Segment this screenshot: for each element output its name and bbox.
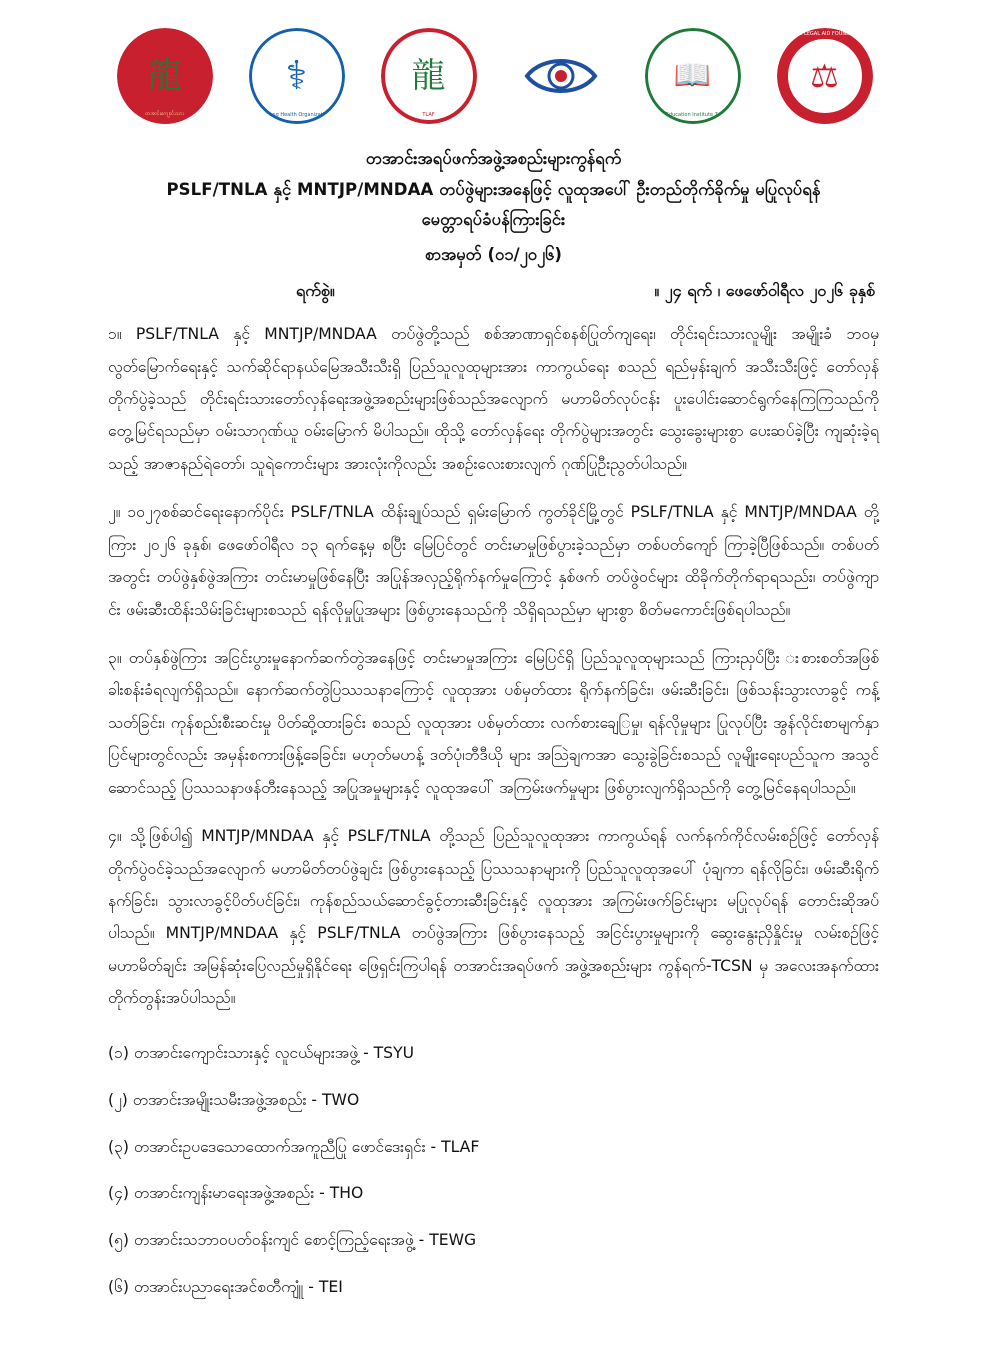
- open-book-icon: 📖: [673, 58, 712, 93]
- logo-caption: Ta'ang Education Institute 7.6.2017: [648, 112, 737, 118]
- date-row: [108, 280, 879, 304]
- paragraph-2: ၂။ ၁၀၂၇စစ်ဆင်ရေးနောက်ပိုင်း PSLF/TNLA ထိန်းချုပ်သည် ရှမ်းမြောက် ကွတ်ခိုင်မြို့တွင် PSLF/TNLA နှင့် MNTJP/MNDAA တို့ကြား ၂၀၂၆ ခုနှစ်၊ ဖေဖော်ဝါရီလ ၁၃ ရက်နေ့မှ စပြီး မြေပြင်တွင် တင်းမာမှုဖြစ်ပွားခဲ့သည်မှာ တစ်ပတ်ကျော် ကြာခဲ့ပြီဖြစ်သည်။ တစ်ပတ်အတွင်း တပ်ဖွဲနှစ်ဖွဲအကြား တင်းမာမှုဖြစ်နေပြီး အပြုန်အလှည့်ရိုက်နက်မှုကြောင့် နှစ်ဖက် တပ်ဖွဲဝင်များ ထိခိုက်တိုက်ရာရသည်း၊ တပ်ဖွဲကျာင်း ဖမ်းဆီးထိန်းသိမ်းခြင်းများစသည် ရန်လိုမှုပြုအများ ဖြစ်ပွားနေသည်ကို သိရှိရသည်မှာ များစွာ စိတ်မကောင်းဖြစ်ရပါသည်။: [108, 503, 879, 619]
- caduceus-icon: ⚕: [285, 53, 308, 99]
- logo-inner: [126, 37, 204, 115]
- page-title-line-3: မေတ္တာရပ်ခံပန်ကြားခြင်း: [421, 210, 566, 230]
- tlaf-logo: [381, 28, 477, 124]
- logo-inner: [654, 37, 732, 115]
- page-title-line-2: PSLF/TNLA နှင့် MNTJP/MNDAA တပ်ဖွဲများအနေဖြင့် လူထုအပေါ် ဦးတည်တိုက်ခိုက်မှု မပြုလုပ်ရန်: [166, 179, 821, 199]
- list-item: (၃) တအာင်းဥပဒေသောထောက်အကူညီပြု ဖောင်ဒေးရှင်း - TLAF: [108, 1137, 480, 1156]
- list-item: (၅) တအာင်းသဘာဝပတ်ဝန်းကျင် စောင့်ကြည့်ရေးအဖွဲ့ - TEWG: [108, 1231, 477, 1250]
- letter-number: စာအမှတ် (၀၁/၂၀၂၆): [425, 244, 562, 264]
- logo-inner: [786, 37, 864, 115]
- tei-education-logo: [645, 28, 741, 124]
- date-value: ။ ၂၄ ရက် ၊ ဖေဖော်ဝါရီလ ၂၀၂၆ ခုနှစ်: [654, 281, 875, 301]
- logo-inner: [258, 37, 336, 115]
- paragraph-3: ၃။ တပ်နှစ်ဖွဲကြား အငြင်းပွားမှုနောက်ဆက်တွဲအနေဖြင့် တင်းမာမှုအကြား မြေပြင်ရှိ ပြည်သူလူထုများသည် ကြားညှပ်ပြီး းစားစတ်အဖြစ် ခါးစန်းခံရလျက်ရှိသည်။ နောက်ဆက်တွဲပြဿသနာကြောင့် လူထုအား ပစ်မှတ်ထား ရိုက်နက်ခြင်း၊ ဖမ်းဆီးခြင်း၊ ဖြစ်သန်းသွားလာခွင့် ကန့်သတ်ခြင်း၊ ကုန်စည်းစီးဆင်းမှု ပိတ်ဆို့ထားခြင်း စသည် လူထုအား ပစ်မှတ်ထား လက်စားချေြမှု၊ ရန်လိုမှုများ ပြုလုပ်ပြီး အွန်လိုင်းစာမျက်နှာပြင်များတွင်လည်း အမှန်းစကားဖြန့်ခေခြင်း၊ မဟုတ်မဟန့် ဒတ်ပုံ၊ဘီဒီယို များ အသြဲချကအာ သွေးခွဲခြင်းစသည် လူမျိုးရေးပည်သူက အသွင်ဆောင်သည့် ပြဿသနာဖန်တီးနေသည့် အပြုအမှုများနှင့် လူထုအပေါ် အကြမ်းဖက်မှုများ ဖြစ်ပွားလျက်ရှိသည်ကို တွေ့မြင်နေရပါသည်။: [108, 648, 879, 797]
- signatory-list: [108, 1041, 879, 1301]
- eye-icon: [524, 54, 598, 98]
- paragraph-1: ၁။ PSLF/TNLA နှင့် MNTJP/MNDAA တပ်ဖွဲတို့သည် စစ်အာဏာရှင်စနစ်ပြုတ်ကျရေး၊ တိုင်းရင်းသားလူမျိုး အမျိုးခံ ဘဝမှ လွတ်မြောက်ရေးနှင့် သက်ဆိုင်ရာနယ်မြေအသီးသီးရှိ ပြည်သူလူထုများအား ကာကွယ်ရေး စသည် ရည်မှန်းချက် အသီးသီးဖြင့် တော်လှန်တိုက်ပွဲခဲ့သည် တိုင်းရင်းသားတော်လှန်ရေးအဖွဲ့အစည်းများဖြစ်သည်အလျောက် မဟာမိတ်လုပ်ငန်း ပူးပေါင်းဆောင်ရွက်နေကြကြသည်ကို တွေ့မြင်ရသည်မှာ ဝမ်းသာဂုဏ်ယူ ဝမ်းမြောက် မိပါသည်။ ထိုသို့ တော်လှန်ရေး တိုက်ပွဲများအတွင်း သွေးခွေးများစွာ ပေးဆပ်ခဲ့ပြီး ကျဆုံးခဲ့ရသည့် အာဇာနည်ရဲတော်၊ သူရဲကောင်းများ အားလုံးကိုလည်း အစဥ်းလေးစားလျက် ဂုဏ်ပြုဦးညွတ်ပါသည်။: [108, 325, 879, 473]
- list-item: (၂) တအာင်းအမျိုးသမီးအဖွဲ့အစည်း - TWO: [108, 1090, 360, 1109]
- logo-caption: TA'ANG LEGAL AID FOUNDATION: [783, 31, 866, 37]
- list-item: (၁) တအာင်းကျောင်းသားနှင့် လူငယ်များအဖွဲ့ - TSYU: [108, 1043, 415, 1062]
- document-title-block: [108, 144, 879, 272]
- logo-caption: တအာင်းကျောင်းသား: [145, 111, 184, 117]
- scales-of-justice-icon: ⚖: [810, 57, 839, 95]
- dragon-icon: 龍: [147, 56, 182, 96]
- list-item: (၄) တအာင်းကျန်းမာရေးအဖွဲ့အစည်း - THO: [108, 1184, 364, 1203]
- tewg-eye-logo: [513, 28, 609, 124]
- logo-caption: TLAF: [422, 112, 435, 118]
- page-title-line-1: တအာင်းအရပ်ဖက်အဖွဲ့အစည်းများကွန်ရက်: [365, 149, 622, 168]
- two-health-logo: [249, 28, 345, 124]
- ta-ang-legal-aid-foundation-logo: [777, 28, 873, 124]
- date-label: ရက်စွဲ။: [296, 281, 335, 301]
- document-body: [0, 144, 989, 1300]
- tsyu-logo: [117, 28, 213, 124]
- organization-logo-row: [0, 18, 989, 132]
- paragraph-4: ၄။ သို့ဖြစ်ပါ၍ MNTJP/MNDAA နှင့် PSLF/TNLA တို့သည် ပြည်သူလူထုအား ကာကွယ်ရန် လက်နက်ကိုင်လမ်းစဥ်ဖြင့် တော်လှန်တိုက်ပွဲဝင်ခဲ့သည်အလျောက် မဟာမိတ်တပ်ဖွဲချင်း ဖြစ်ပွားနေသည့် ပြဿသနာများကို ပြည်သူလူထုအပေါ် ပုံချကာ ရန်လိုခြင်း၊ ဖမ်းဆီးရိုက်နက်ခြင်း၊ သွားလာခွင့်ပိတ်ပင်ခြင်း၊ ကုန်စည်သယ်ဆောင်ခွင့်တားဆီးခြင်းနှင့် လူထုအား အကြမ်းဖက်ခြင်းများ မပြုလုပ်ရန် တောင်းဆိုအပ်ပါသည်။ MNTJP/MNDAA နှင့် PSLF/TNLA တပ်ဖွဲအကြား ဖြစ်ပွားနေသည့် အငြင်းပွားမှုများကို ဆွေးနွေးညှိနှိုင်းမှု လမ်းစဥ်ဖြင့် မဟာမိတ်ချင်း အမြန်ဆုံးပြေလည်မှုရှိနိုင်ရေး ဖြေရှင်းကြပါရန် တအာင်းအရပ်ဖက် အဖွဲ့အစည်းများ ကွန်ရက်-TCSN မှ အလေးအနက်ထား တိုက်တွန်းအပ်ပါသည်။: [108, 827, 879, 1008]
- logo-inner: [390, 37, 468, 115]
- logo-caption: Ta'ang Health Organization: [262, 112, 331, 118]
- list-item: (၆) တအာင်းပညာရေးအင်စတီကျူံ - TEI: [108, 1278, 343, 1297]
- logo-inner: [522, 37, 600, 115]
- dragon-icon: 龍: [411, 56, 446, 96]
